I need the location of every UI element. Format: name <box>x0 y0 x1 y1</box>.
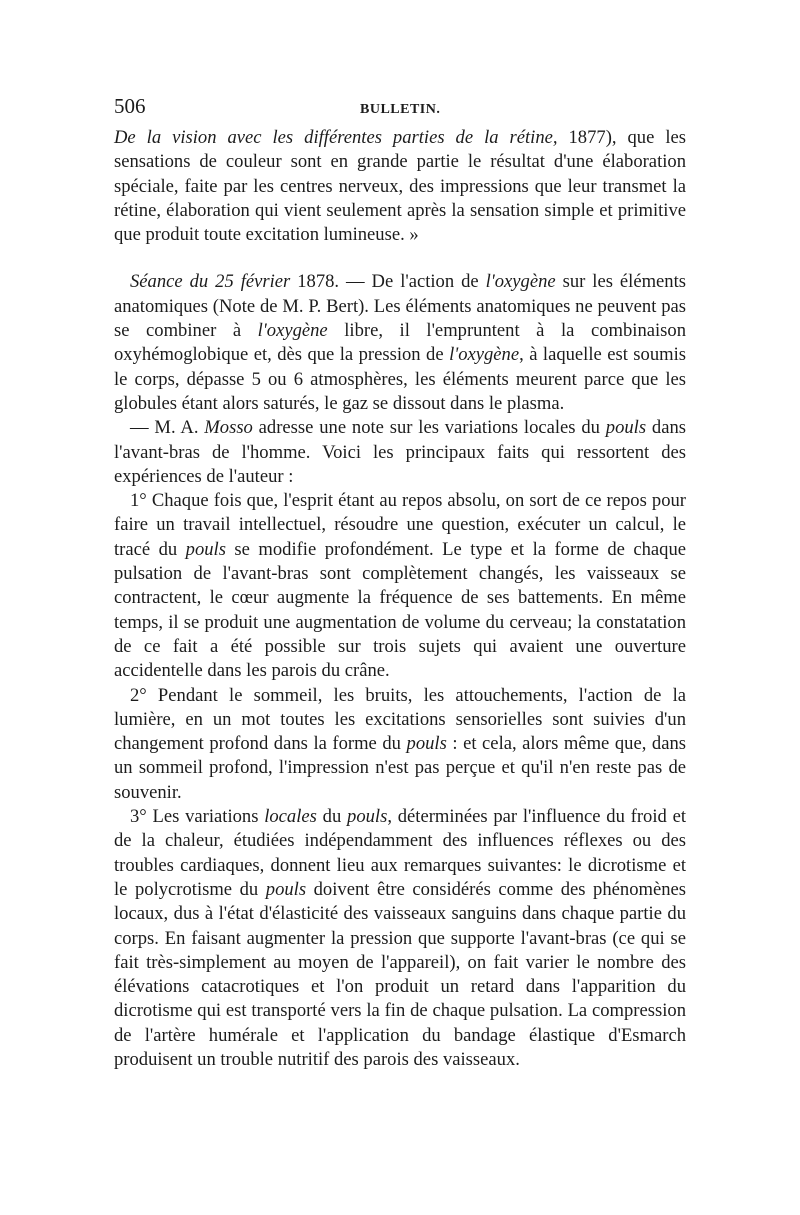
paragraph-text: du <box>316 806 348 828</box>
italic-term: l'oxygène <box>257 320 328 342</box>
paragraph-text: 1877), que les sensations de couleur sont en grande partie le résultat d'une élaboration spéciale, faite par les centres nerveux, des impressions que leur transmet la rétine, élaboration qui vient seulement après la sensation simple et primitive que produit toute excitation lumineuse. » <box>114 127 686 246</box>
italic-term: pouls <box>185 538 226 560</box>
author-name: Mosso <box>204 417 253 439</box>
italic-term: pouls <box>605 417 647 439</box>
paragraph-text: 2° Pendant le sommeil, les bruits, les attouchements, l'action de la lumière, en un mot toutes les excitations sensorielles sont suivies d'un changement profond dans la forme du <box>114 684 686 755</box>
paragraph-text: — M. A. <box>130 417 205 439</box>
paragraph-2 <box>114 270 686 416</box>
cited-title: De la vision avec les différentes parties de la rétine, <box>114 127 558 148</box>
paragraph-text: sur les éléments anatomiques (Note de M. P. Bert). Les éléments anatomiques ne peuvent pas se combiner à <box>114 271 686 342</box>
italic-term: l'oxygène <box>449 344 520 366</box>
paragraph-3 <box>114 416 686 489</box>
italic-term: pouls <box>347 806 388 828</box>
paragraph-text: dans l'avant-bras de l'homme. Voici les principaux faits qui ressortent des expériences de l'auteur : <box>114 417 686 487</box>
page-number: 506 <box>114 94 146 118</box>
body-text <box>114 126 686 1072</box>
paragraph-text: libre, il l'empruntent à la combinaison oxyhémoglobique et, dès que la pression de <box>114 320 686 366</box>
running-head: BULLETIN. <box>360 102 441 117</box>
page-header <box>114 92 686 126</box>
paragraph-text: doivent être considérés comme des phénomènes locaux, dus à l'état d'élasticité des vaisseaux sanguins dans chaque partie du corps. En faisant augmenter la pression que supporte l'avant-bras (ce qui se fait très-simplement au moyen de l'appareil), on fait varier le nombre des élévations catacrotiques et l'on produit un retard dans l'apparition du dicrotisme qui est transporté vers la fin de chaque pulsation. La compression de l'artère humérale et l'application du bandage élastique d'Esmarch produisent un trouble nutritif des parois des vaisseaux. <box>114 878 686 1070</box>
paragraph-text: adresse une note sur les variations locales du <box>252 417 606 439</box>
session-date: Séance du 25 février <box>130 271 291 293</box>
paragraph-6 <box>114 805 686 1072</box>
paragraph-text: se modifie profondément. Le type et la forme de chaque pulsation de l'avant-bras sont complètement changés, les vaisseaux se contractent, le cœur augmente la fréquence de ses battements. En même temps, il se produit une augmentation de volume du cerveau; la constatation de ce fait a été possible sur trois sujets qui avaient une ouverture accidentelle dans les parois du crâne. <box>114 538 686 682</box>
italic-term: pouls <box>265 878 307 900</box>
paragraph-text: 1878. — De l'action de <box>290 271 486 293</box>
paragraph-1 <box>114 126 686 247</box>
paragraph-text: , à laquelle est soumis le corps, dépasse 5 ou 6 atmosphères, les éléments meurent parce que les globules étant alors saturés, le gaz se dissout dans le plasma. <box>114 344 687 414</box>
paragraph-text: 3° Les variations <box>130 806 265 828</box>
paragraph-4 <box>114 489 686 683</box>
paragraph-text: , déterminées par l'influence du froid et de la chaleur, étudiées indépendamment des influences réflexes ou des troubles cardiaques, donnent lieu aux remarques suivantes: le dicrotisme et le polycrotisme du <box>114 806 687 900</box>
paragraph-5 <box>114 684 686 805</box>
paragraph-text: 1° Chaque fois que, l'esprit étant au repos absolu, on sort de ce repos pour faire un travail intellectuel, résoudre une question, exécuter un calcul, le tracé du <box>114 490 686 560</box>
italic-term: l'oxygène <box>485 271 556 293</box>
page <box>114 92 686 1072</box>
paragraph-text: : et cela, alors même que, dans un sommeil profond, l'impression n'est pas perçue et qu'il n'en reste pas de souvenir. <box>114 733 686 803</box>
italic-term: locales <box>264 806 317 828</box>
italic-term: pouls <box>406 733 447 755</box>
